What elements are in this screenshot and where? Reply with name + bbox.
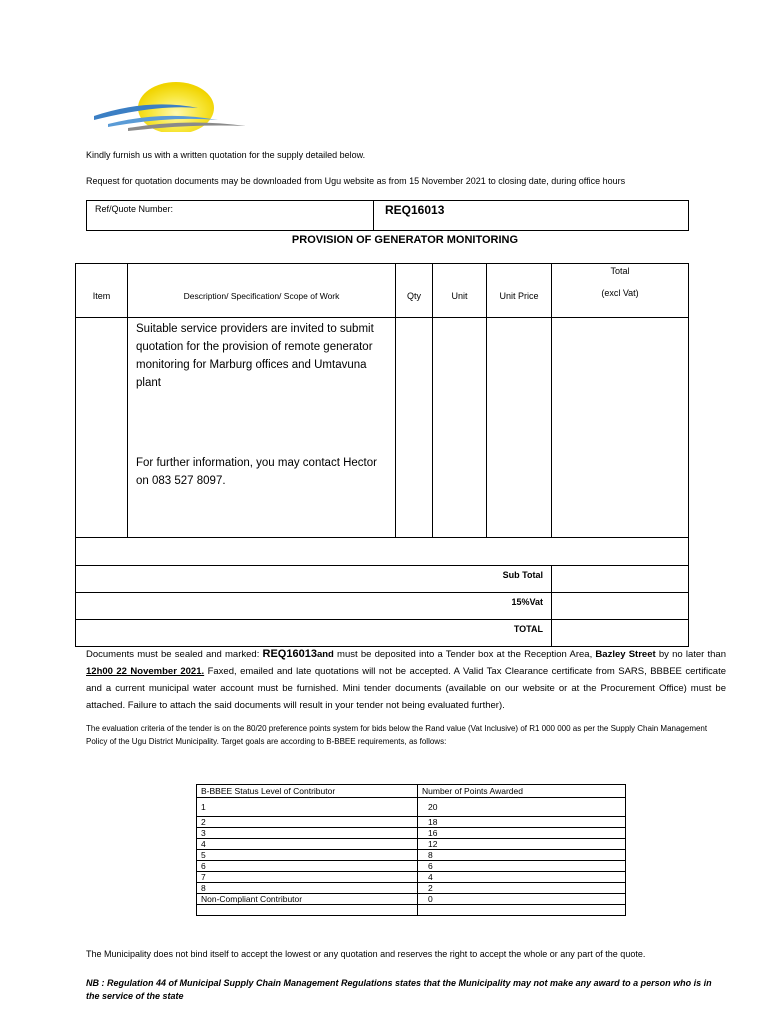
sun-logo	[88, 80, 248, 132]
vat-label: 15%Vat	[76, 593, 552, 620]
col-item-header: Item	[92, 291, 111, 301]
deadline: 12h00 22 November 2021.	[86, 666, 205, 677]
instruction-and: and	[316, 649, 334, 660]
total-value	[552, 620, 689, 647]
col-description-header: Description/ Specification/ Scope of Work	[183, 291, 340, 301]
table-row-level: 4	[197, 839, 418, 850]
instruction-part4: Faxed, emailed and late quotations will not be accepted. A Valid Tax Clearance certificate from SARS, BBBEE certificate and a current municipal water account must be furnished. Mini tender documents (available on our website or at the Procurement Office) must be attached. Failure to attach the said documents will result in your tender not being evaluated further).	[86, 666, 727, 711]
instruction-ref: REQ16013	[262, 648, 317, 660]
col-unit-price-header: Unit Price	[499, 291, 539, 301]
description-text: Suitable service providers are invited to submit quotation for the provision of remote generator monitoring for Marburg offices and Umtavuna plant	[136, 323, 374, 389]
table-row-level: 2	[197, 817, 418, 828]
intro-line-2: Request for quotation documents may be downloaded from Ugu website as from 15 November 2021 to closing date, during office hours	[86, 176, 626, 186]
ref-box	[86, 200, 689, 231]
submission-instructions	[86, 646, 726, 714]
street-name: Bazley Street	[595, 649, 656, 660]
table-row-points: 20	[418, 798, 626, 817]
instruction-part3: by no later than	[655, 649, 726, 660]
table-row-level: 6	[197, 861, 418, 872]
subtotal-value	[552, 566, 689, 593]
ref-number: REQ16013	[385, 203, 445, 217]
quotation-table	[75, 263, 689, 647]
table-row-points: 8	[418, 850, 626, 861]
col-total-subheader: (excl Vat)	[601, 288, 639, 298]
table-row-points: 0	[418, 894, 626, 905]
nb-regulation: NB : Regulation 44 of Municipal Supply Chain Management Regulations states that the Municipality may not make any award to a person who is in the service of the state	[86, 978, 712, 1001]
blank-row	[76, 538, 689, 566]
col-total-header: Total	[610, 266, 630, 276]
table-row-level: 7	[197, 872, 418, 883]
ref-label: Ref/Quote Number:	[95, 204, 174, 214]
instruction-part1: Documents must be sealed and marked:	[86, 649, 263, 660]
table-row-level: 8	[197, 883, 418, 894]
evaluation-criteria: The evaluation criteria of the tender is on the 80/20 preference points system for bids below the Rand value (Vat Inclusive) of R1 000 000 as per the Supply Chain Management Policy of the Ugu District Municipality. Target goals are according to B-BBEE requirements, as follows:	[86, 724, 708, 746]
table-row-level: 1	[197, 798, 418, 817]
table-row-blank	[418, 905, 626, 916]
subtotal-label: Sub Total	[76, 566, 552, 593]
table-row-blank	[197, 905, 418, 916]
table-row-points: 12	[418, 839, 626, 850]
bbbee-header-points: Number of Points Awarded	[418, 785, 626, 798]
table-row-level: Non-Compliant Contributor	[197, 894, 418, 905]
total-label: TOTAL	[76, 620, 552, 647]
bbbee-header-level: B-BBEE Status Level of Contributor	[197, 785, 418, 798]
contact-text: For further information, you may contact Hector on 083 527 8097.	[136, 457, 377, 487]
disclaimer: The Municipality does not bind itself to accept the lowest or any quotation and reserves the right to accept the whole or any part of the quote.	[86, 949, 646, 959]
table-row-level: 3	[197, 828, 418, 839]
vat-value	[552, 593, 689, 620]
page-title: PROVISION OF GENERATOR MONITORING	[291, 234, 519, 246]
table-row-points: 6	[418, 861, 626, 872]
col-qty-header: Qty	[406, 291, 421, 301]
bbbee-table	[196, 784, 626, 916]
table-row-points: 16	[418, 828, 626, 839]
intro-line-1: Kindly furnish us with a written quotation for the supply detailed below.	[86, 150, 366, 160]
table-row-points: 2	[418, 883, 626, 894]
instruction-part2: must be deposited into a Tender box at the Reception Area,	[333, 649, 596, 660]
table-row-points: 18	[418, 817, 626, 828]
col-unit-header: Unit	[451, 291, 468, 301]
table-row-points: 4	[418, 872, 626, 883]
table-row-level: 5	[197, 850, 418, 861]
